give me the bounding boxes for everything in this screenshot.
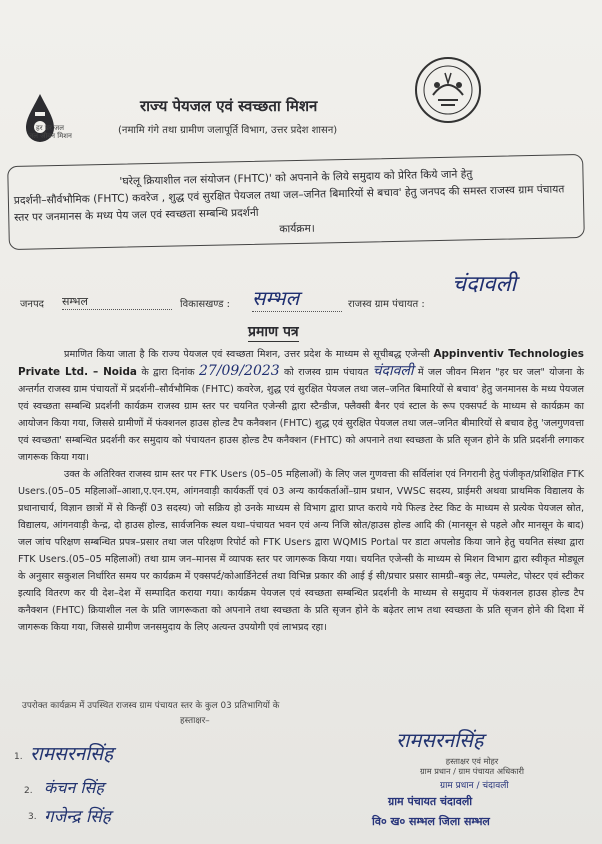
stamp-name: ग्राम प्रधान / चंदावली — [440, 781, 509, 791]
sig-number-3: 3. — [28, 812, 37, 822]
p1-main: में जल जीवन मिशन "हर घर जल" योजना के अन्तर्गत राजस्व ग्राम पंचायतों में प्रदर्शनी–सौर्वभौमिक (FHTC) कवरेज, शुद्ध एवं सुरक्षित पेयजल तथा जल–जनित बिमारियों से बचाव' हेतु जनमानस के मध्य पेयजल एवं स्वच्छता सम्बन्धि प्रदर्शनी कार्यक्रम राजस्व ग्राम स्तर पर चयनित एजेन्सी द्वारा स्टैन्डीज, फ्लैक्सी बैनर एवं स्टाल के रूप एक्सपर्ट के माध्यम से कार्यक्रम का आयोजन किया गया, जिससे ग्रामीणों में फंक्शनल हाउस होल्ड टैप कनैक्शन (FHTC) शुद्ध एवं सुरक्षित पेयजल तथा जल–जनित बीमारियों से बचाव हेतु 'जलगुणवत्ता एवं स्वच्छता' सम्बन्धित प्रदर्शनी कर समुदाय को पंचायतन हाउस होल्ड टैप कनैक्शन (FHTC) को अपनाने तथा स्वच्छता के प्रति सृजन होने के प्रति प्रदर्शनी लगाकर जागरूक किया गया। — [18, 367, 584, 463]
participants-signature-label: हस्ताक्षर– — [180, 716, 210, 726]
header-title: राज्य पेयजल एवं स्वच्छता मिशन — [140, 97, 318, 115]
sig-number-2: 2. — [24, 786, 33, 796]
pradhan-caption-line-1: हस्ताक्षर एवं मोहर — [445, 756, 499, 766]
agency-name: Appinventiv Technologies Private Ltd. – Noida — [18, 348, 584, 378]
up-govt-seal-icon — [413, 55, 483, 125]
block-value: सम्भल — [252, 284, 342, 312]
stamp-line-2: वि० ख० सम्भल जिला सम्भल — [372, 815, 490, 828]
certificate-body — [18, 346, 584, 636]
paragraph-2: उक्त के अतिरिक्त राजस्व ग्राम स्तर पर FTK Users (05–05 महिलाओं) के लिए जल गुणवत्ता की सर्विलांश एवं निगरानी हेतु पंजीकृत/प्रशिक्षित FTK Users.(05–05 महिलाओं–आशा,ए.एन.एम, आंगनवाड़ी कार्यकर्ती एवं 03 अन्य कार्यकर्ताओं–ग्राम प्रधान, VWSC सदस्य, प्राईमरी अथवा प्राथमिक विद्यालय के प्रधानाचार्य, विज्ञान छात्रों में से किन्हीं 03 सदस्य) जो सक्रिय हो उनके माध्यम से विभाग द्वारा प्राप्त कराये गये फिल्ड टेस्ट किट के माध्यम से प्रत्येक पेयजल स्रोत, विद्यालय, आंगनवाड़ी केन्द्र, दो हाउस होल्ड, सार्वजनिक स्थल यथा–पंचायत भवन एवं अन्य निजि स्रोत/हाउस होल्ड आदि की (मानसून से पहले और मानसून के बाद) जल जांच परिक्षण सम्बन्धित प्रपत्र–प्रसार तथा जल परिक्षण रिपोर्ट को FTK Users द्वारा WQMIS Portal पर डाटा अपलोड किया जाने हेतु चयनित संस्था द्वारा FTK Users.(05–05 महिलाओं) तथा ग्राम जन–मानस में व्यापक स्तर पर जागरूक किया गया। चयनित एजेन्सी के माध्यम से मिशन विभाग द्वारा स्वीकृत मोड्यूल के अनुसार सकुशल निर्धारित समय पर कार्यक्रम में एक्सपर्ट/कोआर्डिनेटर्स तथा विभिन्न प्रकार की आई ई सी/प्रचार प्रसार सामग्री–बकु लेट, पम्पलेट, पोस्टर एवं स्टीकर इत्यादि वितरण कर यी देश–देश में सम्पादित कराया गया। कार्यक्रम पेयजल एवं स्वच्छता सम्बन्धित प्रदर्शनी के माध्यम से समुदाय में फंक्शनल हाउस होल्ड टैप कनैक्शन (FHTC) क्रियाशील नल के प्रति जागरूकता को अपनाने तथा स्वच्छता के प्रति सृजन होने के बढ़ेतर लाभ तथा स्वच्छता के प्रति सृजन होने की दिशा में जागरूक किया गया, जिससे ग्रामीण जनसमुदाय के लिए अत्यन्त उपयोगी एवं लाभप्रद रहा। — [18, 469, 584, 633]
participants-line: उपरोक्त कार्यक्रम में उपस्थित राजस्व ग्राम पंचायत स्तर के कुल 03 प्रतिभागियों के — [22, 701, 280, 711]
participant-signature-2: कंचन सिंह — [44, 778, 104, 797]
subject-box-text — [13, 164, 579, 244]
district-label: जनपद — [20, 299, 44, 310]
pradhan-signature: रामसरनसिंह — [396, 728, 484, 752]
participant-signature-3: गजेन्द्र सिंह — [44, 807, 111, 827]
paragraph-1 — [18, 346, 584, 466]
sig-number-1: 1. — [14, 752, 23, 762]
gp-fill: चंदावली — [372, 363, 414, 379]
participant-signature-1: रामसरनसिंह — [30, 743, 114, 765]
jal-jeevan-mission-logo — [18, 88, 88, 150]
p1-intro: प्रमाणित किया जाता है कि राज्य पेयजल एवं स्वच्छता मिशन, उत्तर प्रदेश के माध्यम से सूचीबद्ध एजेन्सी — [64, 349, 430, 360]
pradhan-caption-line-2: ग्राम प्रधान / ग्राम पंचायत अधिकारी — [419, 766, 525, 776]
logo-caption-line-2: जल जीवन मिशन — [28, 132, 72, 140]
subject-line-1: 'घरेलू क्रियाशील नल संयोजन (FHTC)' को अपनाने के लिये समुदाय को प्रेरित किये जाने हेतु — [119, 168, 473, 188]
event-date: 27/09/2023 — [198, 363, 280, 379]
subject-line-4: कार्यक्रम। — [279, 222, 315, 236]
stamp-line-1: ग्राम पंचायत चंदावली — [388, 795, 473, 808]
certificate-title: प्रमाण पत्र — [248, 324, 299, 340]
subject-line-3: जनपद की समस्त राजस्व ग्राम पंचायत स्तर पर जनमानस के मध्य पेय जल एवं स्वच्छता सम्बन्धि प्रदर्शनी — [14, 183, 565, 224]
district-value: सम्भल — [62, 294, 172, 310]
subject-line-2: प्रदर्शनी–सौर्वभौमिक (FHTC) कवरेज , शुद्ध एवं सुरक्षित पेयजल तथा जल–जनित बिमारियों से बचाव' हेतु — [13, 186, 417, 207]
p1-gp-prefix: को राजस्व ग्राम पंचायत — [284, 367, 369, 378]
logo-caption — [10, 124, 90, 140]
header-subtitle: (नमामि गंगे तथा ग्रामीण जलापूर्ति विभाग, उत्तर प्रदेश शासन) — [118, 125, 338, 136]
pradhan-caption — [372, 756, 572, 776]
p1-date-prefix: के द्वारा दिनांक — [141, 367, 195, 378]
logo-caption-line-1: हर घर जल — [36, 124, 64, 132]
gp-value: चंदावली — [452, 272, 517, 297]
block-label: विकासखण्ड : — [180, 299, 231, 310]
gp-label: राजस्व ग्राम पंचायत : — [348, 299, 425, 310]
